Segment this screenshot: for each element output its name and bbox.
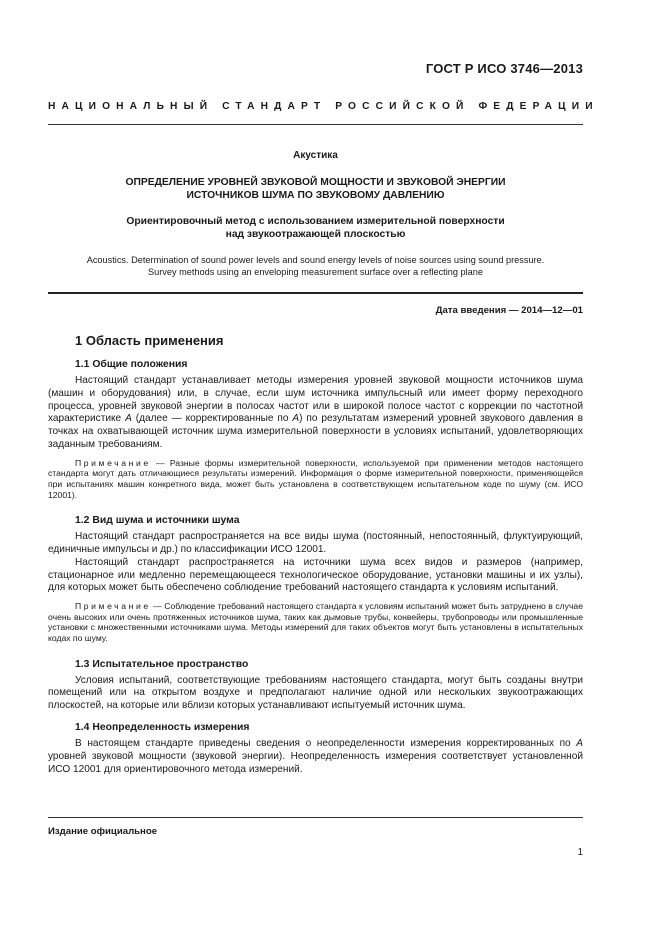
english-title-line1: Acoustics. Determination of sound power levels and sound energy levels of noise sources using sound pressure.	[86, 255, 545, 265]
subsection-heading-1-4: 1.4 Неопределенность измерения	[75, 721, 250, 733]
document-body	[48, 330, 583, 776]
main-title	[48, 176, 583, 202]
note-text: — Разные формы измерительной поверхности, используемой при применении методов настоящего стандарта могут дать отличающиеся результаты измерений. Информация о форме измерительной поверхности, применяющейся при испытаниях машин конкретного вида, может быть установлена в соответствующем испытательном коде по шуму (см. ИСО 12001).	[48, 457, 583, 500]
main-title-line1: ОПРЕДЕЛЕНИЕ УРОВНЕЙ ЗВУКОВОЙ МОЩНОСТИ И ЗВУКОВОЙ ЭНЕРГИИ	[125, 177, 506, 188]
paragraph-1-2-b: Настоящий стандарт распространяется на источники шума всех видов и размеров (например, стационарное или медленно перемещающееся технологическое оборудование, установки машины и их узлы), для которых может быть обеспечено соблюдение требований настоящего стандарта к условиям испытаний.	[48, 556, 583, 594]
subtitle-line1: Ориентировочный метод с использованием измерительной поверхности	[126, 216, 505, 227]
subsection-heading-1-3: 1.3 Испытательное пространство	[75, 658, 249, 670]
paragraph-1-3: Условия испытаний, соответствующие требованиям настоящего стандарта, могут быть созданы внутри помещений или на открытом воздухе и предполагают наличие одной или нескольких звукоотражающих плоскостей, на которые или вблизи которых устанавливают испытуемый источник шума.	[48, 674, 583, 712]
subtitle	[48, 215, 583, 241]
subsection-heading-1-2: 1.2 Вид шума и источники шума	[75, 515, 240, 527]
text-run: ) по результатам измерений уровней звукового давления в точках на охватывающей источник шума измерительной поверхности в условиях испытаний, удовлетворяющих заданным требованиям.	[48, 413, 584, 450]
document-page	[48, 0, 599, 935]
footer-divider	[48, 817, 583, 818]
subsection-heading-1-1: 1.1 Общие положения	[75, 359, 188, 370]
text-run-italic: A	[576, 737, 583, 749]
title-divider	[48, 292, 583, 294]
paragraph-1-1	[48, 375, 583, 452]
text-run: В настоящем стандарте приведены сведения о неопределенности измерения корректированных по	[75, 737, 577, 749]
paragraph-1-4	[48, 738, 583, 776]
english-title	[48, 254, 583, 278]
note-1-2	[48, 601, 583, 643]
subject-title: Акустика	[293, 150, 338, 161]
text-run: Настоящий стандарт устанавливает методы измерения уровней звуковой мощности источников шума (машин и оборудования) или, в случае, если шум источника импульсный или имеет форму переходного процесса, уровней звуковой энергии в полосах частот или в широкой полосе частот с коррекции по частотной характеристике	[48, 375, 583, 425]
national-standard-banner: НАЦИОНАЛЬНЫЙ СТАНДАРТ РОССИЙСКОЙ ФЕДЕРАЦИИ	[48, 101, 599, 112]
main-title-line2: ИСТОЧНИКОВ ШУМА ПО ЗВУКОВОМУ ДАВЛЕНИЮ	[186, 190, 445, 201]
introduction-date: Дата введения — 2014—12—01	[435, 305, 583, 316]
note-1-1	[48, 458, 583, 500]
document-code: ГОСТ Р ИСО 3746—2013	[425, 61, 583, 76]
paragraph-1-2-a: Настоящий стандарт распространяется на все виды шума (постоянный, непостоянный, флуктуирующий, единичные импульсы и др.) по классификации ИСО 12001.	[48, 531, 583, 555]
text-run: (далее — корректированные по	[131, 413, 293, 425]
note-label: Примечание	[75, 457, 151, 468]
english-title-line2: Survey methods using an enveloping measurement surface over a reflecting plane	[147, 267, 484, 277]
page-number: 1	[577, 847, 583, 858]
section-heading: 1 Область применения	[75, 333, 224, 348]
note-label: Примечание	[75, 601, 151, 612]
header-divider	[48, 124, 583, 125]
official-edition-label: Издание официальное	[48, 826, 158, 837]
text-run-italic: A	[125, 413, 132, 425]
subtitle-line2: над звукоотражающей плоскостью	[225, 229, 406, 240]
text-run-italic: A	[292, 413, 300, 425]
note-text: — Соблюдение требований настоящего стандарта к условиям испытаний может быть затруднено в случае очень высоких или очень протяженных источников шума, таких как дымовые трубы, конвейеры, трубопроводы или промышленные установки с множественными источниками шума. Методы измерений для таких объектов могут быть установлены в испытательных кодах по шуму.	[48, 601, 583, 643]
text-run: уровней звуковой мощности (звуковой энергии). Неопределенность измерения соответствует установленной ИСО 12001 для ориентировочного метода измерений.	[48, 750, 583, 775]
